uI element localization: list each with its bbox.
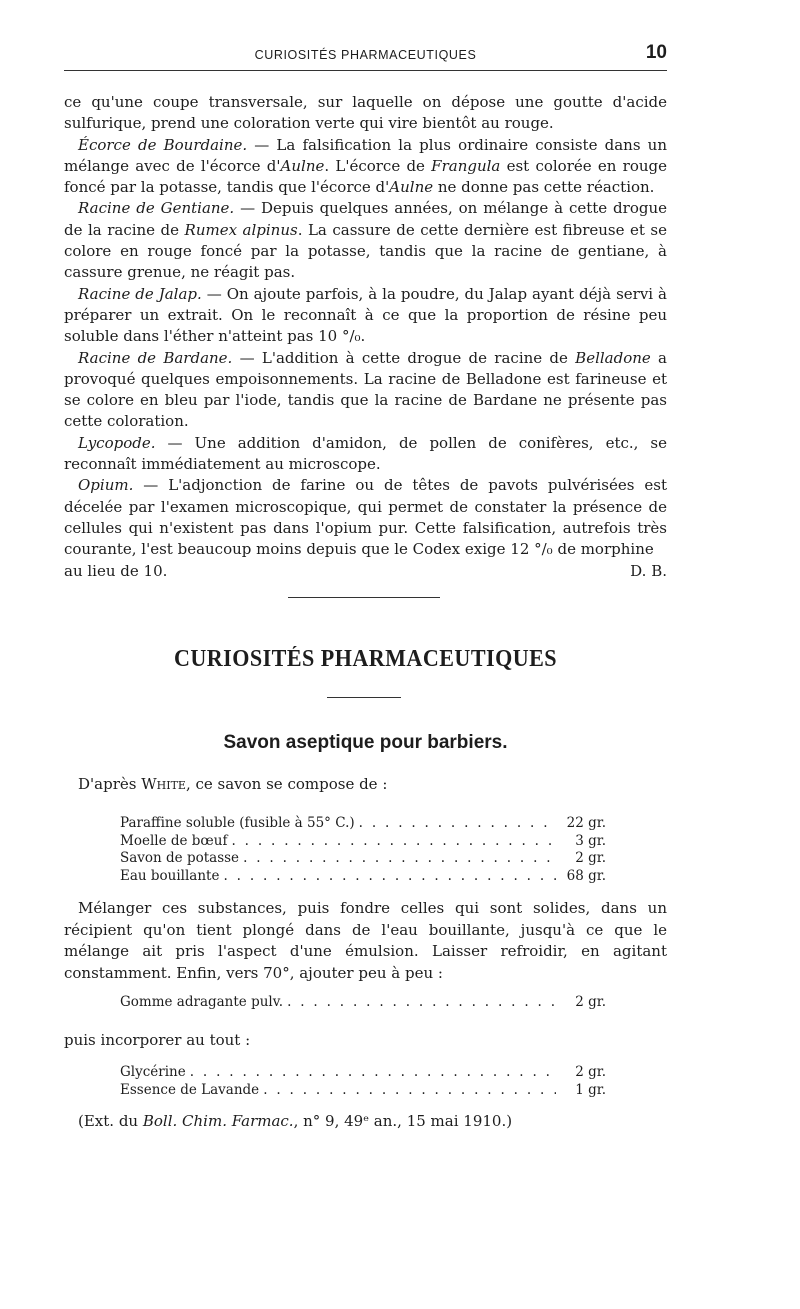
text-run: a provoqué quelques empoisonnements. La racine de Belladone est farineuse et se colore en bleu par l'iode, tandis que la racine de Bardane ne présente pas cette coloration.: [64, 348, 667, 431]
ingredient-quantity: 68 gr.: [566, 867, 606, 884]
signature-line: [64, 561, 667, 582]
paragraph-gentiane: [64, 198, 667, 283]
author-name: White: [141, 775, 186, 793]
text-run: . L'écorce de: [324, 156, 432, 175]
author-signature: D. B.: [630, 561, 667, 580]
ingredient-quantity: 3 gr.: [575, 832, 606, 849]
text-run: — L'addition à cette drogue de racine de: [232, 348, 576, 367]
leader-dots: [223, 868, 556, 886]
then-line: puis incorporer au tout :: [64, 1031, 251, 1049]
text-run: ne donne pas cette réaction.: [433, 178, 655, 197]
text-run: (Ext. du: [78, 1112, 143, 1130]
running-title: CURIOSITÉS PHARMACEUTIQUES: [254, 48, 477, 62]
leader-dots: [359, 815, 556, 833]
paragraph-bourdaine: [64, 135, 667, 199]
italic-term: Frangula: [431, 156, 501, 175]
ingredient-quantity: 22 gr.: [566, 815, 606, 831]
text-run: — La falsification la plus ordinaire consiste dans un mélange avec de l'écorce d': [64, 135, 667, 175]
italic-term: Rumex alpinus: [184, 220, 298, 239]
text-run: , ce savon se compose de :: [185, 775, 388, 793]
ingredient-row: [120, 815, 606, 833]
recipe-title: Savon aseptique pour barbiers.: [223, 732, 508, 753]
drug-name: Lycopode.: [78, 433, 156, 452]
leader-dots: [287, 994, 556, 1012]
paragraph-jalap: [64, 284, 667, 348]
last-line: au lieu de 10.: [64, 561, 168, 580]
text-run: — On ajoute parfois, à la poudre, du Jalap ayant déjà servi à préparer un extrait. On le reconnaît à ce que la proportion de résine peu soluble dans l'éther n'atteint pas 10 °/₀.: [64, 284, 667, 346]
drug-name: Racine de Gentiane.: [78, 199, 235, 218]
paragraph-opium: [64, 475, 667, 560]
ingredient-list-2: [120, 994, 606, 1012]
ingredient-name: Savon de potasse: [120, 850, 240, 866]
text-run: , n° 9, 49ᵉ an., 15 mai 1910.): [293, 1112, 513, 1130]
leader-dots: [190, 1064, 556, 1082]
drug-name: Écorce de Bourdaine.: [78, 135, 248, 154]
ingredient-quantity: 2 gr.: [575, 1064, 606, 1080]
ingredient-row: [120, 994, 606, 1012]
ingredient-quantity: 1 gr.: [575, 1081, 606, 1098]
text-run: — L'adjonction de farine ou de têtes de pavots pulvérisées est décelée par l'examen microscopique, qui permet de constater la présence de cellules qui n'existent pas dans l'opium pur. Cette falsification, autrefois très courante, l'est beaucoup moins depuis que le Codex exige 12 °/₀ de morphine: [64, 476, 667, 559]
italic-term: Aulne: [280, 156, 325, 175]
ingredient-row: [120, 833, 606, 851]
ingredient-name: Essence de Lavande: [120, 1081, 260, 1098]
ingredient-row: [120, 868, 606, 886]
ingredient-row: [120, 1082, 606, 1100]
paragraph-bardane: [64, 348, 667, 433]
ingredient-name: Glycérine: [120, 1064, 186, 1080]
section-title: CURIOSITÉS PHARMACEUTIQUES: [173, 646, 558, 672]
section-divider: [288, 597, 440, 598]
text-run: — Depuis quelques années, on mélange à cette drogue de la racine de: [64, 199, 667, 239]
ingredient-name: Gomme adragante pulv.: [120, 994, 284, 1010]
source-reference: [78, 1112, 512, 1130]
ingredient-list-3: [120, 1064, 606, 1099]
title-underline: [327, 697, 401, 698]
paragraph-lycopode: [64, 433, 667, 476]
ingredient-name: Paraffine soluble (fusible à 55° C.): [120, 815, 355, 831]
drug-name: Racine de Jalap.: [78, 284, 202, 303]
ingredient-row: [120, 1064, 606, 1082]
ingredient-list: [120, 815, 606, 885]
page-number: 10: [645, 42, 667, 63]
ingredient-name: Moelle de bœuf: [120, 832, 228, 849]
italic-term: Belladone: [575, 348, 651, 367]
continuation-text: [64, 92, 667, 582]
recipe-instructions: Mélanger ces substances, puis fondre celles qui sont solides, dans un récipient qu'on tient plongé dans de l'eau bouillante, jusqu'à ce que le mélange ait pris l'aspect d'une émulsion. Laisser refroidir, en agitant constamment. Enfin, vers 70°, ajouter peu à peu :: [64, 899, 667, 982]
text-run: . La cassure de cette dernière est fibreuse et se colore en rouge foncé par la potasse, tandis que la racine de gentiane, à cassure grenue, ne réagit pas.: [64, 220, 667, 282]
running-header: [64, 42, 667, 71]
ingredient-name: Eau bouillante: [120, 867, 220, 884]
text-run: est colorée en rouge foncé par la potasse, tandis que l'écorce d': [64, 156, 667, 197]
text-run: D'après: [78, 775, 142, 793]
journal-name: Boll. Chim. Farmac.: [142, 1112, 294, 1130]
drug-name: Opium.: [78, 476, 134, 495]
paragraph-continuation: ce qu'une coupe transversale, sur laquelle on dépose une goutte d'acide sulfurique, prend une coloration verte qui vire bientôt au rouge.: [64, 93, 667, 133]
ingredient-quantity: 2 gr.: [575, 994, 606, 1010]
drug-name: Racine de Bardane.: [78, 348, 233, 367]
leader-dots: [231, 833, 556, 851]
ingredient-quantity: 2 gr.: [575, 850, 606, 866]
leader-dots: [263, 1082, 556, 1100]
italic-term: Aulne: [389, 178, 434, 197]
recipe-intro: [78, 775, 387, 793]
text-run: — Une addition d'amidon, de pollen de conifères, etc., se reconnaît immédiatement au microscope.: [64, 433, 667, 474]
ingredient-row: [120, 850, 606, 868]
leader-dots: [243, 850, 556, 868]
